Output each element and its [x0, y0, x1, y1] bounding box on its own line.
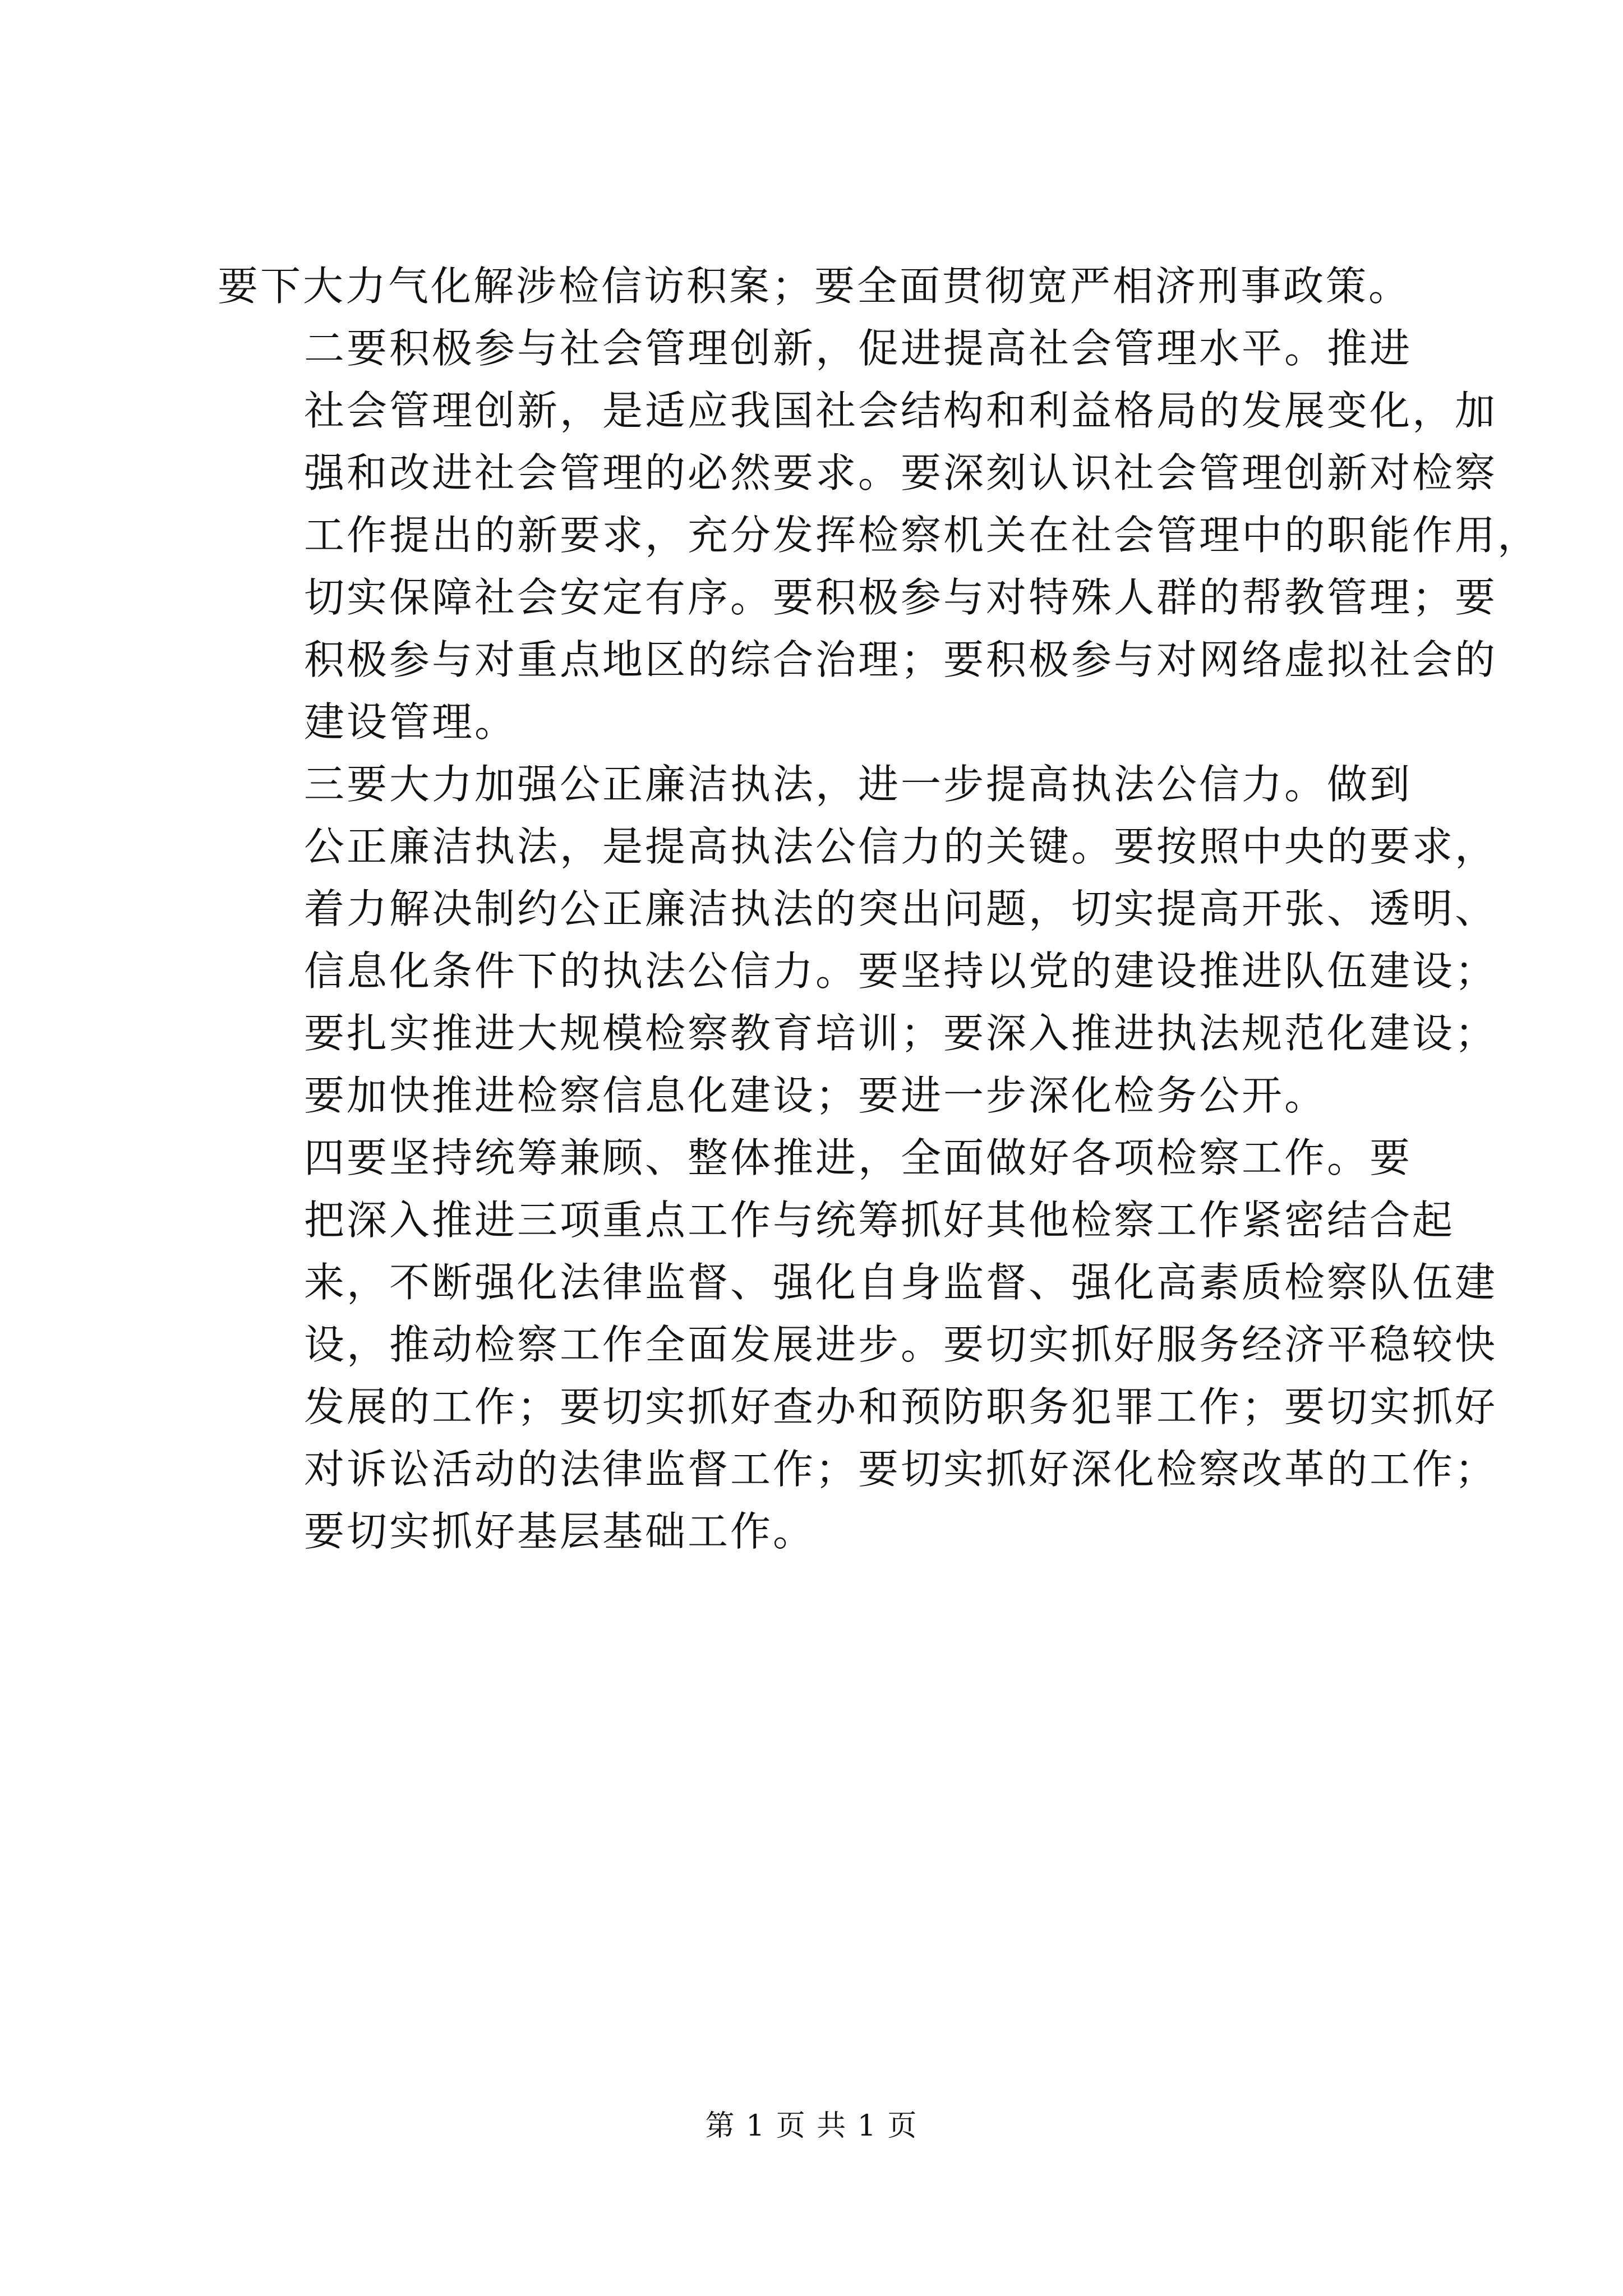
text-line: 强和改进社会管理的必然要求。要深刻认识社会管理创新对检察	[304, 449, 1498, 496]
text-line: 要下大力气化解涉检信访积案；要全面贯彻宽严相济刑事政策。	[218, 263, 1412, 310]
text-line: 设，推动检察工作全面发展进步。要切实抓好服务经济平稳较快	[304, 1321, 1498, 1368]
document-body	[218, 255, 1541, 1563]
text-line: 二要积极参与社会管理创新，促进提高社会管理水平。推进	[304, 325, 1413, 372]
paragraph	[218, 1127, 1498, 1563]
text-line: 着力解决制约公正廉洁执法的突出问题，切实提高开张、透明、	[304, 885, 1498, 932]
text-line: 对诉讼活动的法律监督工作；要切实抓好深化检察改革的工作；	[304, 1446, 1498, 1493]
text-line: 工作提出的新要求，充分发挥检察机关在社会管理中的职能作用，	[304, 512, 1541, 559]
paragraph	[218, 753, 1498, 1127]
text-line: 要切实抓好基层基础工作。	[304, 1508, 816, 1555]
text-line: 社会管理创新，是适应我国社会结构和利益格局的发展变化，加	[304, 387, 1498, 434]
text-line: 建设管理。	[304, 698, 518, 746]
text-line: 要扎实推进大规模检察教育培训；要深入推进执法规范化建设；	[304, 1010, 1498, 1057]
page-footer: 第 1 页 共 1 页	[705, 2109, 918, 2143]
text-line: 积极参与对重点地区的综合治理；要积极参与对网络虚拟社会的	[304, 636, 1498, 683]
paragraph	[218, 318, 1541, 753]
text-line: 公正廉洁执法，是提高执法公信力的关键。要按照中央的要求，	[304, 823, 1498, 870]
text-line: 四要坚持统筹兼顾、整体推进，全面做好各项检察工作。要	[304, 1134, 1413, 1181]
text-line: 要加快推进检察信息化建设；要进一步深化检务公开。	[304, 1072, 1327, 1119]
text-line: 信息化条件下的执法公信力。要坚持以党的建设推进队伍建设；	[304, 947, 1498, 995]
text-line: 切实保障社会安定有序。要积极参与对特殊人群的帮教管理；要	[304, 574, 1498, 621]
paragraph	[218, 255, 1412, 318]
text-line: 发展的工作；要切实抓好查办和预防职务犯罪工作；要切实抓好	[304, 1383, 1498, 1430]
text-line: 三要大力加强公正廉洁执法，进一步提高执法公信力。做到	[304, 761, 1413, 808]
text-line: 来，不断强化法律监督、强化自身监督、强化高素质检察队伍建	[304, 1259, 1498, 1306]
text-line: 把深入推进三项重点工作与统筹抓好其他检察工作紧密结合起	[304, 1197, 1455, 1244]
